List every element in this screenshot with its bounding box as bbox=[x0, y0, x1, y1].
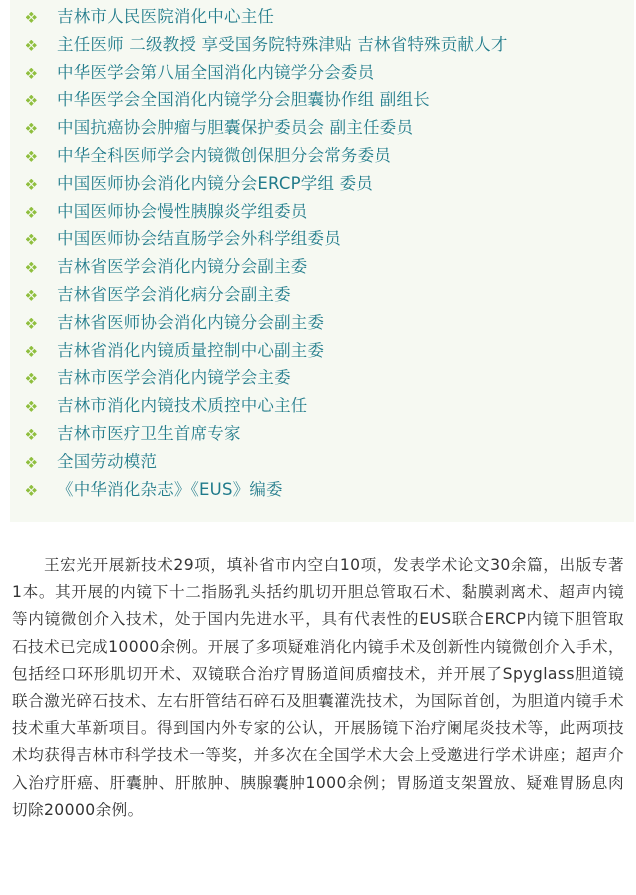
diamond-cluster-icon bbox=[26, 95, 36, 105]
diamond-cluster-icon bbox=[26, 123, 36, 133]
credential-item bbox=[10, 142, 634, 170]
credential-text: 中国抗癌协会肿瘤与胆囊保护委员会 副主任委员 bbox=[57, 118, 414, 138]
diamond-cluster-icon bbox=[26, 12, 36, 22]
credential-item bbox=[10, 225, 634, 253]
credential-text: 吉林省医学会消化内镜分会副主委 bbox=[57, 257, 308, 277]
diamond-cluster-icon bbox=[26, 318, 36, 328]
credential-item bbox=[10, 86, 634, 114]
credential-text: 中华全科医师学会内镜微创保胆分会常务委员 bbox=[57, 145, 391, 165]
credential-item bbox=[10, 59, 634, 87]
credential-item bbox=[10, 392, 634, 420]
credential-text: 吉林省消化内镜质量控制中心副主委 bbox=[57, 340, 325, 360]
credential-item bbox=[10, 3, 634, 31]
credential-text: 吉林省医学会消化病分会副主委 bbox=[57, 284, 291, 304]
credential-text: 《中华消化杂志》《EUS》编委 bbox=[57, 479, 283, 499]
credential-text: 全国劳动模范 bbox=[57, 451, 158, 471]
credential-text: 主任医师 二级教授 享受国务院特殊津贴 吉林省特殊贡献人才 bbox=[57, 34, 508, 54]
credentials-list bbox=[10, 3, 634, 503]
diamond-cluster-icon bbox=[26, 262, 36, 272]
credential-item bbox=[10, 309, 634, 337]
diamond-cluster-icon bbox=[26, 401, 36, 411]
credential-text: 吉林市医学会消化内镜学会主委 bbox=[57, 368, 291, 388]
diamond-cluster-icon bbox=[26, 68, 36, 78]
diamond-cluster-icon bbox=[26, 457, 36, 467]
credential-text: 吉林省医师协会消化内镜分会副主委 bbox=[57, 312, 325, 332]
credential-text: 中华医学会第八届全国消化内镜学分会委员 bbox=[57, 62, 375, 82]
credential-text: 吉林市消化内镜技术质控中心主任 bbox=[57, 396, 308, 416]
credential-text: 中华医学会全国消化内镜学分会胆囊协作组 副组长 bbox=[57, 90, 430, 110]
diamond-cluster-icon bbox=[26, 290, 36, 300]
diamond-cluster-icon bbox=[26, 346, 36, 356]
credential-item bbox=[10, 31, 634, 59]
credential-text: 吉林市人民医院消化中心主任 bbox=[57, 7, 275, 26]
diamond-cluster-icon bbox=[26, 485, 36, 495]
diamond-cluster-icon bbox=[26, 429, 36, 439]
credential-item bbox=[10, 337, 634, 365]
credential-item bbox=[10, 170, 634, 198]
credential-item bbox=[10, 281, 634, 309]
credential-item bbox=[10, 114, 634, 142]
credential-item bbox=[10, 420, 634, 448]
diamond-cluster-icon bbox=[26, 151, 36, 161]
credential-item bbox=[10, 364, 634, 392]
credential-text: 吉林市医疗卫生首席专家 bbox=[57, 423, 241, 443]
diamond-cluster-icon bbox=[26, 207, 36, 217]
achievements-paragraph: 王宏光开展新技术29项，填补省市内空白10项，发表学术论文30余篇，出版专著1本。其开展的内镜下十二指肠乳头括约肌切开胆总管取石术、黏膜剥离术、超声内镜等内镜微创介入技术，处于国内先进水平，具有代表性的EUS联合ERCP内镜下胆管取石技术已完成10000余例。开展了多项疑难消化内镜手术及创新性内镜微创介入手术，包括经口环形肌切开术、双镜联合治疗胃肠道间质瘤技术，并开展了Spyglass胆道镜联合激光碎石技术、左右肝管结石碎石及胆囊灌洗技术，为国际首创，为胆道内镜手术技术重大革新项目。得到国内外专家的公认，开展肠镜下治疗阑尾炎技术等，此两项技术均获得吉林市科学技术一等奖，并多次在全国学术大会上受邀进行学术讲座；超声介入治疗肝癌、肝囊肿、肝脓肿、胰腺囊肿1000余例；胃肠道支架置放、疑难胃肠息肉切除20000余例。 bbox=[12, 556, 624, 819]
diamond-cluster-icon bbox=[26, 373, 36, 383]
diamond-cluster-icon bbox=[26, 234, 36, 244]
credential-item bbox=[10, 476, 634, 504]
credential-item bbox=[10, 198, 634, 226]
diamond-cluster-icon bbox=[26, 179, 36, 189]
credential-text: 中国医师协会消化内镜分会ERCP学组 委员 bbox=[57, 173, 373, 193]
credential-item bbox=[10, 448, 634, 476]
diamond-cluster-icon bbox=[26, 40, 36, 50]
credential-text: 中国医师协会结直肠学会外科学组委员 bbox=[57, 229, 341, 249]
credentials-panel bbox=[10, 0, 634, 522]
credential-item bbox=[10, 253, 634, 281]
credential-text: 中国医师协会慢性胰腺炎学组委员 bbox=[57, 201, 308, 221]
